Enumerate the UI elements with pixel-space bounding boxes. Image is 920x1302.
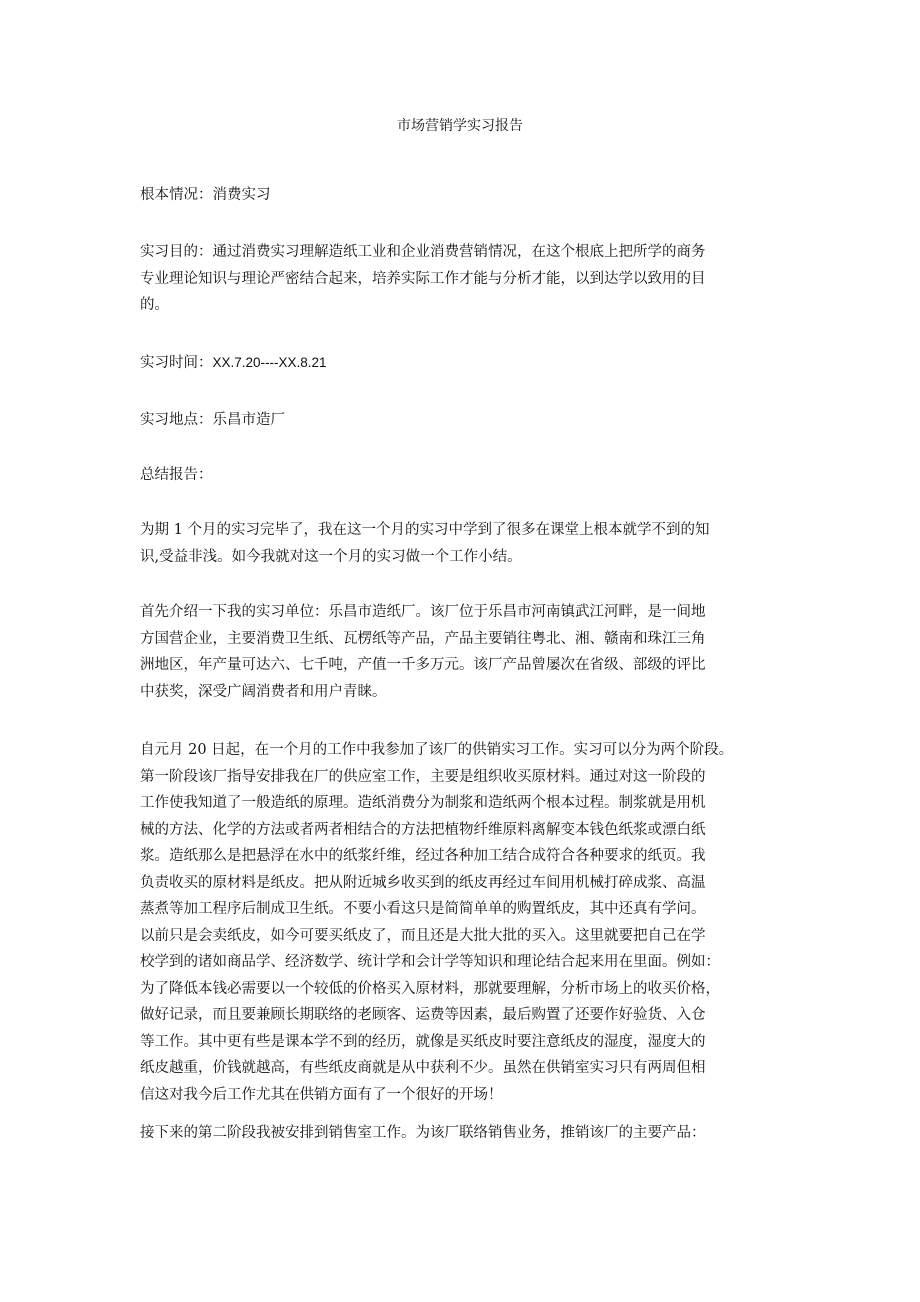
location-value: 乐昌市造厂 [212,412,285,428]
text-line: 中获奖，深受广阔消费者和用户青睐。 [140,683,387,700]
page-title: 市场营销学实习报告 [397,118,523,134]
text-line: 接下来的第二阶段我被安排到销售室工作。为该厂联络销售业务，推销该厂的主要产品： [140,1125,706,1141]
time-label: 实习时间： [140,355,213,371]
basic-info-value: 消费实习 [212,187,271,203]
text-line: 校学到的诸如商品学、经济数学、统计学和会计学等知识和理论结合起来用在里面。例如： [140,954,720,970]
text-line: 以前只是会卖纸皮，如今可要买纸皮了，而且还是大批大批的买入。这里就要把自己在学 [140,927,706,944]
text-line: 工作使我知道了一般造纸的原理。造纸消费分为制浆和造纸两个根本过程。制浆就是用机 [140,795,706,811]
text-line: 负责收买的原材料是纸皮。把从附近城乡收买到的纸皮再经过车间用机械打碎成浆、高温 [140,874,706,891]
text-line: 第一阶段该厂指导安排我在厂的供应室工作，主要是组织收买原材料。通过对这一阶段的 [140,768,706,785]
text-line: 首先介绍一下我的实习单位：乐昌市造纸厂。该厂位于乐昌市河南镇武江河畔，是一间地 [140,604,706,620]
text-line: 方国营企业，主要消费卫生纸、瓦楞纸等产品，产品主要销往粤北、湘、赣南和珠江三角 [140,630,706,647]
paragraph-2 [140,599,800,705]
paragraph-3 [140,737,800,1108]
text-line: 蒸煮等加工程序后制成卫生纸。不要小看这只是简简单单的购置纸皮，其中还真有学问。 [140,901,706,917]
text-line: 专业理论知识与理论严密结合起来，培养实际工作才能与分析才能，以到达学以致用的目 [140,270,706,287]
location-label: 实习地点： [140,412,213,428]
internship-location [140,407,800,434]
basic-info-label: 根本情况： [140,187,213,203]
internship-time [140,350,800,377]
text-line: 做好记录，而且要兼顾长期联络的老顾客、运费等因素，最后购置了还要作好验货、入仓 [140,1007,706,1023]
purpose-paragraph [140,239,800,319]
paragraph-4 [140,1120,800,1147]
text-line: 浆。造纸那么是把悬浮在水中的纸浆纤维，经过各种加工结合成符合各种要求的纸页。我 [140,848,706,864]
text-line: 为期 1 个月的实习完毕了，我在这一个月的实习中学到了很多在课堂上根本就学不到的知 [140,522,710,538]
text-line: 为了降低本钱必需要以一个较低的价格买入原材料，那就要理解，分析市场上的收买价格， [140,980,720,997]
basic-info [140,182,800,209]
text-line: 自元月 20 日起，在一个月的工作中我参加了该厂的供销实习工作。实习可以分为两个阶段。 [140,742,734,758]
text-line: 识,受益非浅。如今我就对这一个月的实习做一个工作小结。 [140,548,522,565]
text-line: 等工作。其中更有些是课本学不到的经历，就像是买纸皮时要注意纸皮的湿度，湿度大的 [140,1033,706,1050]
text-line: 信这对我今后工作尤其在供销方面有了一个很好的开场！ [140,1086,503,1103]
text-line: 洲地区，年产量可达六、七千吨，产值一千多万元。该厂产品曾屡次在省级、部级的评比 [140,657,706,673]
text-line: 的。 [140,297,169,313]
text-line: 械的方法、化学的方法或者两者相结合的方法把植物纤维原料离解变本钱色纸浆或漂白纸 [140,821,706,838]
text-line: 实习目的：通过消费实习理解造纸工业和企业消费营销情况，在这个根底上把所学的商务 [140,244,706,260]
time-value: XX.7.20----XX.8.21 [212,355,327,370]
text-line: 纸皮越重，价钱就越高，有些纸皮商就是从中获利不少。虽然在供销室实习只有两周但相 [140,1060,706,1076]
paragraph-1 [140,517,800,570]
summary-heading: 总结报告： [140,467,213,483]
